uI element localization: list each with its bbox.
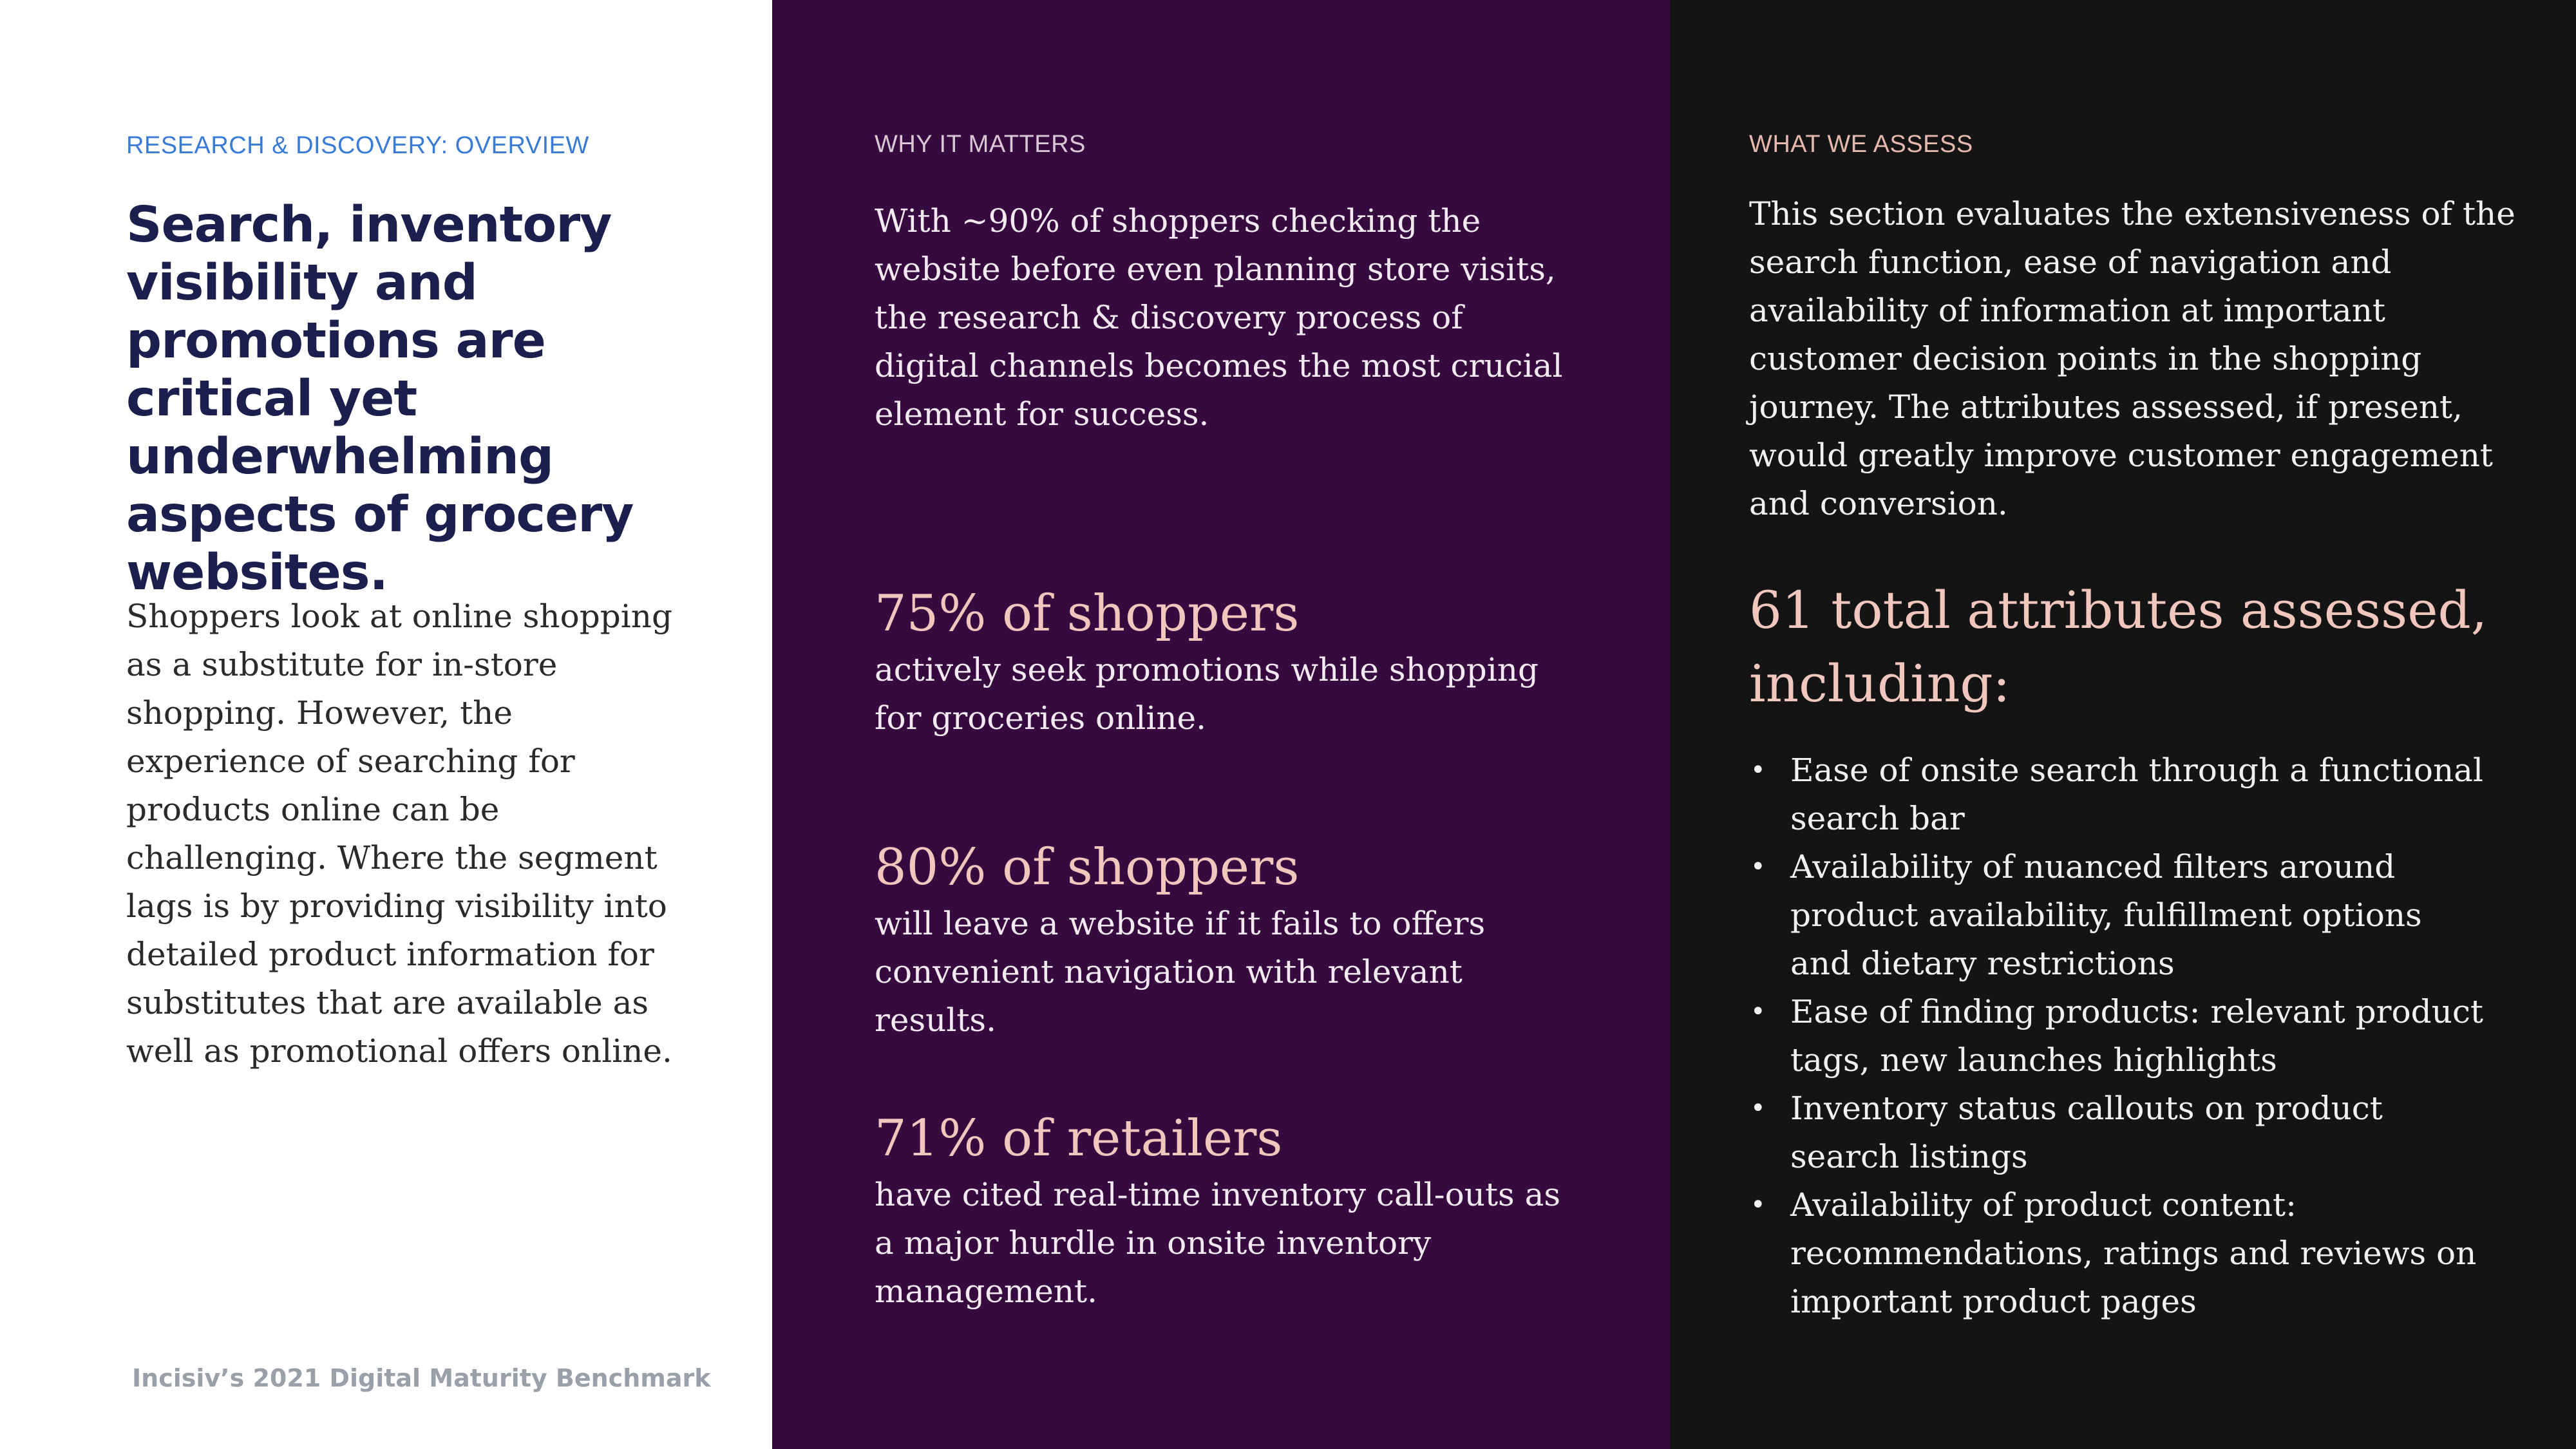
- stat-block: [875, 835, 1577, 1045]
- attributes-list: [1749, 746, 2483, 1326]
- stat-text: actively seek promotions while shopping for groceries online.: [875, 651, 1539, 737]
- what-we-assess-kicker: WHAT WE ASSESS: [1749, 131, 1973, 158]
- why-it-matters-kicker: WHY IT MATTERS: [875, 131, 1086, 158]
- attributes-heading: 61 total attributes assessed, including:: [1749, 580, 2488, 714]
- list-item: • Availability of nuanced filters around product availability, fulfillment options and dietary restrictions: [1749, 843, 2483, 988]
- stat-headline: 71% of retailers: [875, 1110, 1283, 1168]
- footer-source: Incisiv’s 2021 Digital Maturity Benchmark: [132, 1364, 711, 1392]
- stat-headline: 80% of shoppers: [875, 838, 1300, 896]
- what-we-assess-panel: [1670, 0, 2576, 1449]
- list-item: • Availability of product content: recommendations, ratings and reviews on important product pages: [1749, 1181, 2483, 1326]
- what-we-assess-intro: This section evaluates the extensiveness of the search function, ease of navigation and availability of information at important customer decision points in the shopping journey. The attributes assessed, if present, would greatly improve customer engagement and conversion.: [1749, 195, 2515, 522]
- why-it-matters-intro: With ~90% of shoppers checking the website before even planning store visits, the research & discovery process of digital channels becomes the most crucial element for success.: [875, 202, 1563, 433]
- page-title: Search, inventory visibility and promotions are critical yet underwhelming aspects of grocery websites.: [126, 196, 634, 601]
- list-item: • Ease of finding products: relevant product tags, new launches highlights: [1749, 988, 2483, 1084]
- stat-headline: 75% of shoppers: [875, 585, 1300, 643]
- section-kicker: RESEARCH & DISCOVERY: OVERVIEW: [126, 132, 589, 159]
- list-item: • Inventory status callouts on product search listings: [1749, 1084, 2483, 1181]
- list-item: • Ease of onsite search through a functional search bar: [1749, 746, 2483, 843]
- stat-text: will leave a website if it fails to offers convenient navigation with relevant results.: [875, 905, 1486, 1039]
- overview-panel: [0, 0, 772, 1449]
- why-it-matters-panel: [772, 0, 1670, 1449]
- overview-body: Shoppers look at online shopping as a substitute for in-store shopping. However, the experience of searching for products online can be challenging. Where the segment lags is by providing visibility into detailed product information for substitutes that are available as well as promotional offers online.: [126, 598, 672, 1070]
- stat-block: [875, 582, 1577, 743]
- stat-block: [875, 1106, 1577, 1316]
- stat-text: have cited real-time inventory call-outs as a major hurdle in onsite inventory management.: [875, 1176, 1561, 1310]
